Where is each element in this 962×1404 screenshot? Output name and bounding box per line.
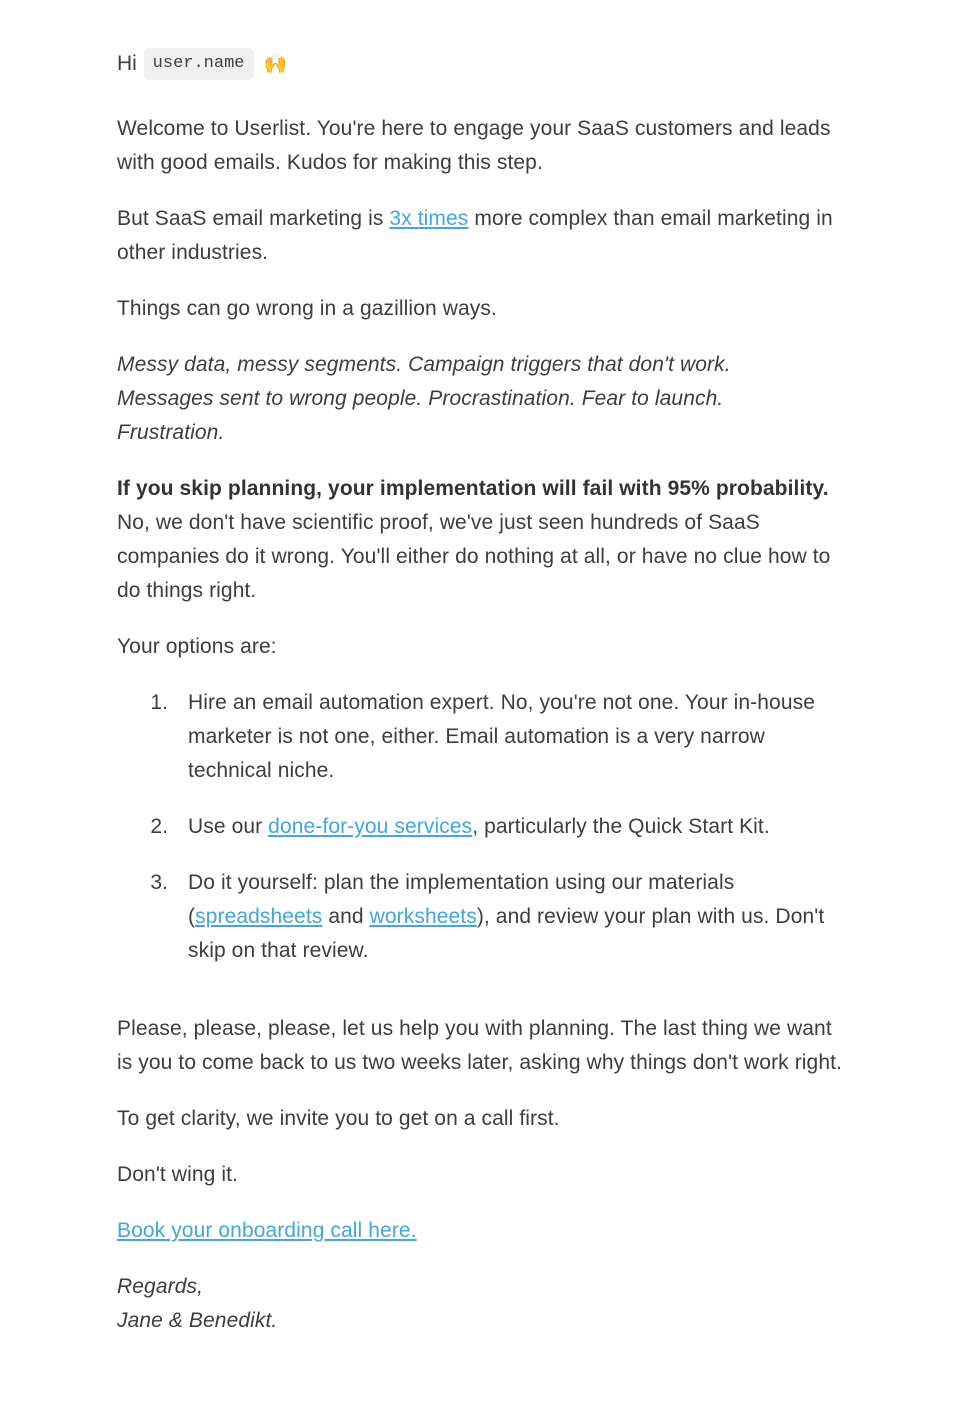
paragraph-please-help: Please, please, please, let us help you with planning. The last thing we want is you to come back to us two weeks later, asking why things don't work right. — [117, 1017, 842, 1074]
signature-names: Jane & Benedikt. — [117, 1309, 278, 1332]
messy-line-3: Frustration. — [117, 421, 225, 444]
item3-text-middle: and — [322, 905, 370, 928]
list-item-hire-expert: 1. Hire an email automation expert. No, you're not one. Your in-house marketer is not one, either. Email automation is a very narrow technical niche. — [174, 686, 852, 788]
link-worksheets[interactable]: worksheets — [369, 905, 477, 928]
paragraph-messy-italic — [117, 348, 852, 450]
messy-line-2: Messages sent to wrong people. Procrastination. Fear to launch. — [117, 387, 724, 410]
paragraph-welcome: Welcome to Userlist. You're here to engage your SaaS customers and leads with good emails. Kudos for making this step. — [117, 117, 831, 174]
link-3x-times[interactable]: 3x times — [389, 207, 469, 230]
options-list — [117, 686, 852, 968]
link-done-for-you-services[interactable]: done-for-you services — [268, 815, 473, 838]
list-bottom-spacer — [117, 990, 852, 1012]
signature-block — [117, 1270, 852, 1338]
paragraph-gazillion: Things can go wrong in a gazillion ways. — [117, 297, 497, 320]
list-item-do-it-yourself — [174, 866, 852, 968]
paragraph-options-intro: Your options are: — [117, 635, 277, 658]
item3-text-after: ), and review your plan with us. Don't skip on that review. — [188, 905, 825, 962]
paragraph-clarity: To get clarity, we invite you to get on a call first. — [117, 1107, 560, 1130]
cta-book-onboarding-call-link[interactable]: Book your onboarding call here. — [117, 1219, 417, 1242]
paragraph-dont-wing-it: Don't wing it. — [117, 1163, 238, 1186]
list-item-done-for-you — [174, 810, 852, 844]
paragraph-skip-planning — [117, 472, 852, 608]
greeting-prefix: Hi — [117, 52, 143, 75]
item2-text-after: , particularly the Quick Start Kit. — [472, 815, 770, 838]
link-spreadsheets[interactable]: spreadsheets — [195, 905, 323, 928]
signature-regards: Regards, — [117, 1275, 204, 1298]
skip-planning-bold-text: If you skip planning, your implementation will fail with 95% probability. — [117, 477, 829, 500]
complexity-text-before: But SaaS email marketing is — [117, 207, 390, 230]
messy-line-1: Messy data, messy segments. Campaign triggers that don't work. — [117, 353, 731, 376]
greeting-line — [117, 48, 852, 80]
merge-tag-user-name[interactable]: user.name — [144, 48, 254, 80]
skip-planning-rest-text: No, we don't have scientific proof, we've just seen hundreds of SaaS companies do it wrong. You'll either do nothing at all, or have no clue how to do things right. — [117, 511, 831, 602]
item3-text-before: Do it yourself: plan the implementation using our materials ( — [188, 871, 735, 928]
paragraph-complexity — [117, 202, 852, 270]
complexity-text-after: more complex than email marketing in other industries. — [117, 207, 833, 264]
cta-paragraph — [117, 1214, 852, 1248]
item2-text-before: Use our — [188, 815, 269, 838]
raising-hands-emoji: 🙌 — [263, 53, 288, 75]
